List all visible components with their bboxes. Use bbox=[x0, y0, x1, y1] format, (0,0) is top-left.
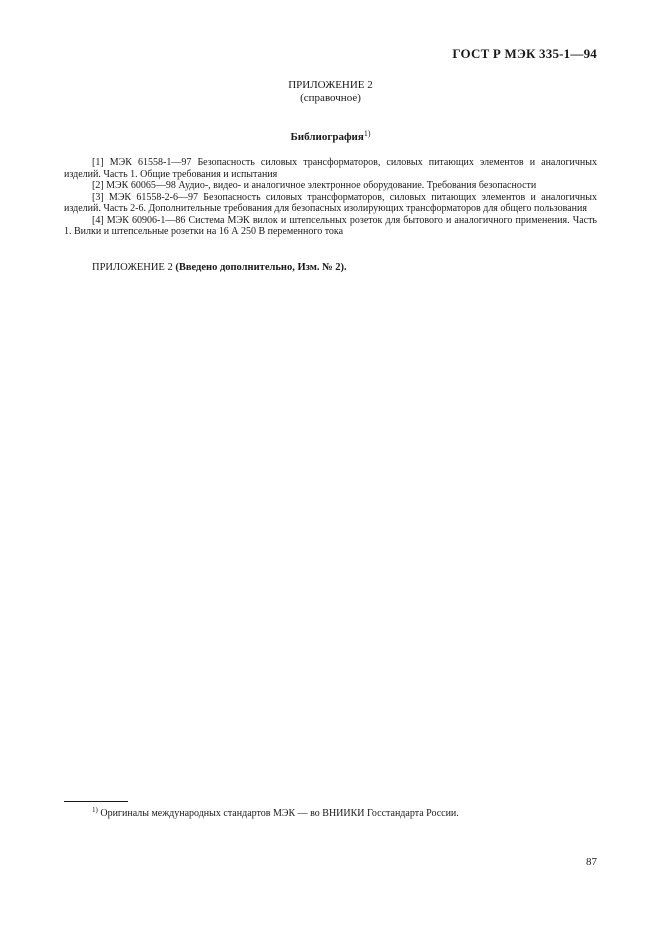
amendment-note bbox=[92, 262, 347, 273]
appendix-heading bbox=[0, 79, 661, 105]
footnote bbox=[92, 808, 459, 819]
reference-item: [4] МЭК 60906-1—86 Система МЭК вилок и штепсельных розеток для бытового и аналогичного применения. Часть 1. Вилки и штепсельные розетки на 16 А 250 В переменного тока bbox=[64, 214, 597, 237]
amendment-note-prefix: ПРИЛОЖЕНИЕ 2 bbox=[92, 262, 176, 273]
page-number: 87 bbox=[586, 856, 597, 868]
reference-item: [2] МЭК 60065—98 Аудио-, видео- и аналогичное электронное оборудование. Требования безопасности bbox=[92, 180, 537, 191]
bibliography-title bbox=[0, 131, 661, 143]
reference-list bbox=[64, 157, 597, 238]
footnote-mark: 1) bbox=[92, 806, 98, 814]
amendment-note-emphasis: (Введено дополнительно, Изм. № 2). bbox=[175, 262, 347, 273]
reference-item: [1] МЭК 61558-1—97 Безопасность силовых трансформаторов, силовых питающих элементов и аналогичных изделий. Часть 1. Общие требования и испытания bbox=[64, 157, 597, 180]
appendix-title: ПРИЛОЖЕНИЕ 2 bbox=[288, 79, 373, 91]
footnote-divider bbox=[64, 801, 128, 802]
footnote-reference-mark: 1) bbox=[363, 129, 371, 138]
bibliography-title-text: Библиография bbox=[290, 131, 364, 143]
footnote-text: Оригиналы международных стандартов МЭК — во ВНИИКИ Госстандарта России. bbox=[97, 808, 459, 819]
reference-item: [3] МЭК 61558-2-6—97 Безопасность силовых трансформаторов, силовых питающих элементов и аналогичных изделий. Часть 2-6. Дополнительные требования для безопасных изолирующих трансформаторов для общего пользования bbox=[64, 191, 597, 214]
page-header: ГОСТ Р МЭК 335-1—94 bbox=[452, 46, 597, 61]
appendix-subtitle: (справочное) bbox=[300, 92, 361, 104]
